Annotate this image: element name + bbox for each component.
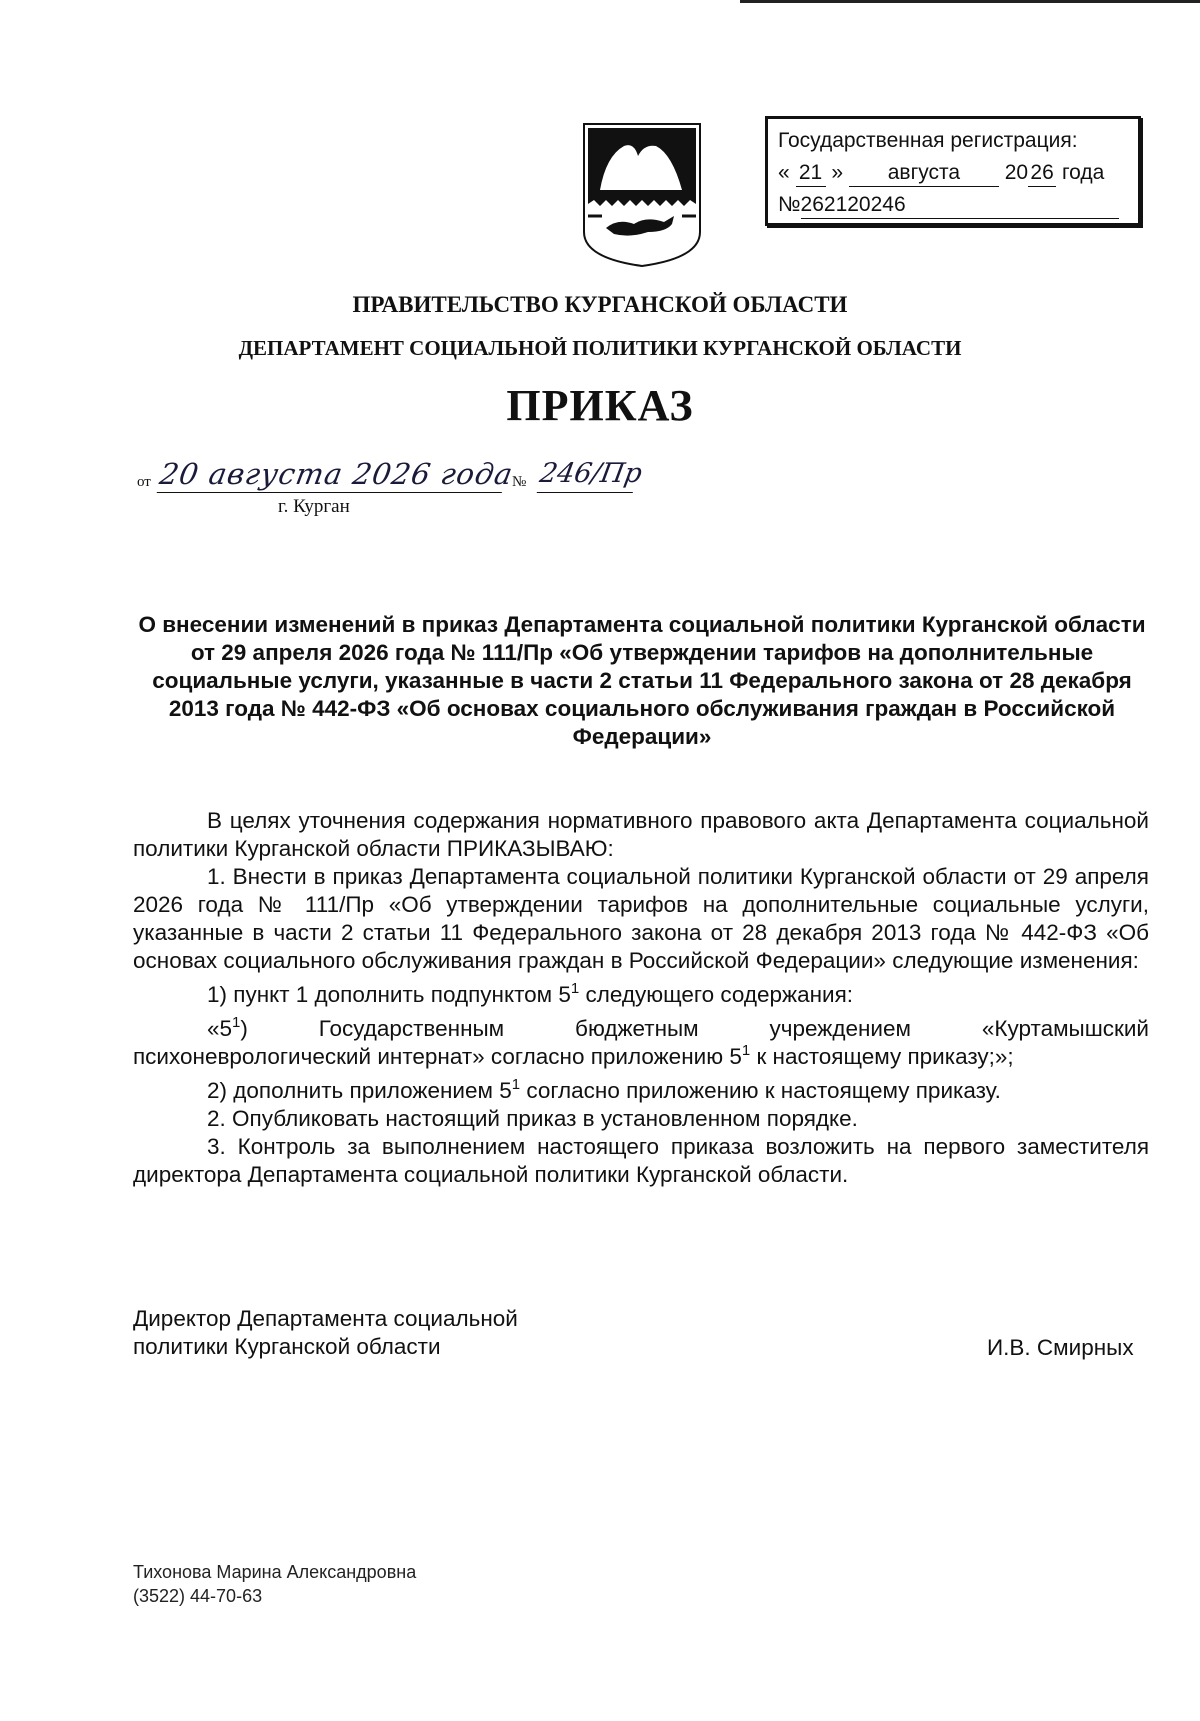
order-from-label: от [137, 474, 151, 490]
registration-day: 21 [796, 160, 826, 187]
registration-date: « 21 » августа 20 26 года [778, 157, 1128, 189]
scan-edge-line [740, 0, 1200, 3]
registration-month: августа [849, 160, 999, 187]
signatory-position: Директор Департамента социальной политики Курганской области [133, 1306, 518, 1359]
document-type: ПРИКАЗ [506, 381, 694, 430]
subitem-2: 2) дополнить приложением $5^1$ согласно приложению к настоящему приказу. [207, 1076, 1001, 1103]
order-city: г. Курган [278, 496, 350, 517]
executor-phone: (3522) 44-70-63 [133, 1586, 263, 1606]
document-title: О внесении изменений в приказ Департамента социальной политики Курганской области от 29 апреля 2026 года № 111/Пр «Об утверждении тарифов на дополнительные социальные услуги, указанные в части 2 статьи 11 Федерального закона от 28 декабря 2013 года № 442-ФЗ «Об основах социального обслуживания граждан в Российской Федерации» [138, 612, 1146, 749]
document-body [133, 807, 1149, 1189]
registration-year-suffix: 26 [1028, 160, 1056, 187]
registration-number-line: №262120246 [778, 189, 1128, 221]
subitem-1: 1) пункт 1 дополнить подпунктом $5^1$ следующего содержания: [207, 980, 854, 1007]
executor-name: Тихонова Марина Александровна [133, 1562, 417, 1582]
quote-line-2: психоневрологический интернат» согласно приложению $5^1$ к настоящему приказу;»; [133, 1042, 1014, 1069]
order-number-label: № [512, 474, 527, 490]
executor-info [133, 1560, 416, 1608]
intro-paragraph: В целях уточнения содержания нормативного правового акта Департамента социальной политики Курганской области ПРИКАЗЫВАЮ: [133, 808, 1149, 861]
signatory-name: И.В. Смирных [987, 1335, 1134, 1360]
quote-line-1: «$5^1$) Государственным бюджетным учреждением «Куртамышский [207, 1014, 1149, 1041]
order-number-handwritten: 246/Пр [537, 456, 640, 493]
item-3: 3. Контроль за выполнением настоящего приказа возложить на первого заместителя директора Департамента социальной политики Курганской области. [133, 1134, 1149, 1187]
item-2: 2. Опубликовать настоящий приказ в установленном порядке. [207, 1106, 858, 1131]
order-date-handwritten: 20 августа 2026 года [157, 457, 516, 491]
registration-year-prefix: 20 [1004, 161, 1029, 184]
government-name: ПРАВИТЕЛЬСТВО КУРГАНСКОЙ ОБЛАСТИ [352, 292, 848, 317]
registration-number: 262120246 [801, 192, 1119, 219]
registration-stamp [765, 116, 1141, 226]
registration-title: Государственная регистрация: [778, 129, 1078, 152]
department-name: ДЕПАРТАМЕНТ СОЦИАЛЬНОЙ ПОЛИТИКИ КУРГАНСКОЙ ОБЛАСТИ [238, 336, 962, 360]
coat-of-arms-icon [578, 120, 706, 270]
item-1: 1. Внести в приказ Департамента социальной политики Курганской области от 29 апреля 2026 года № 111/Пр «Об утверждении тарифов на дополнительные социальные услуги, указанные в части 2 статьи 11 Федерального закона от 28 декабря 2013 года № 442-ФЗ «Об основах социального обслуживания граждан в Российской Федерации» следующие изменения: [133, 864, 1149, 973]
